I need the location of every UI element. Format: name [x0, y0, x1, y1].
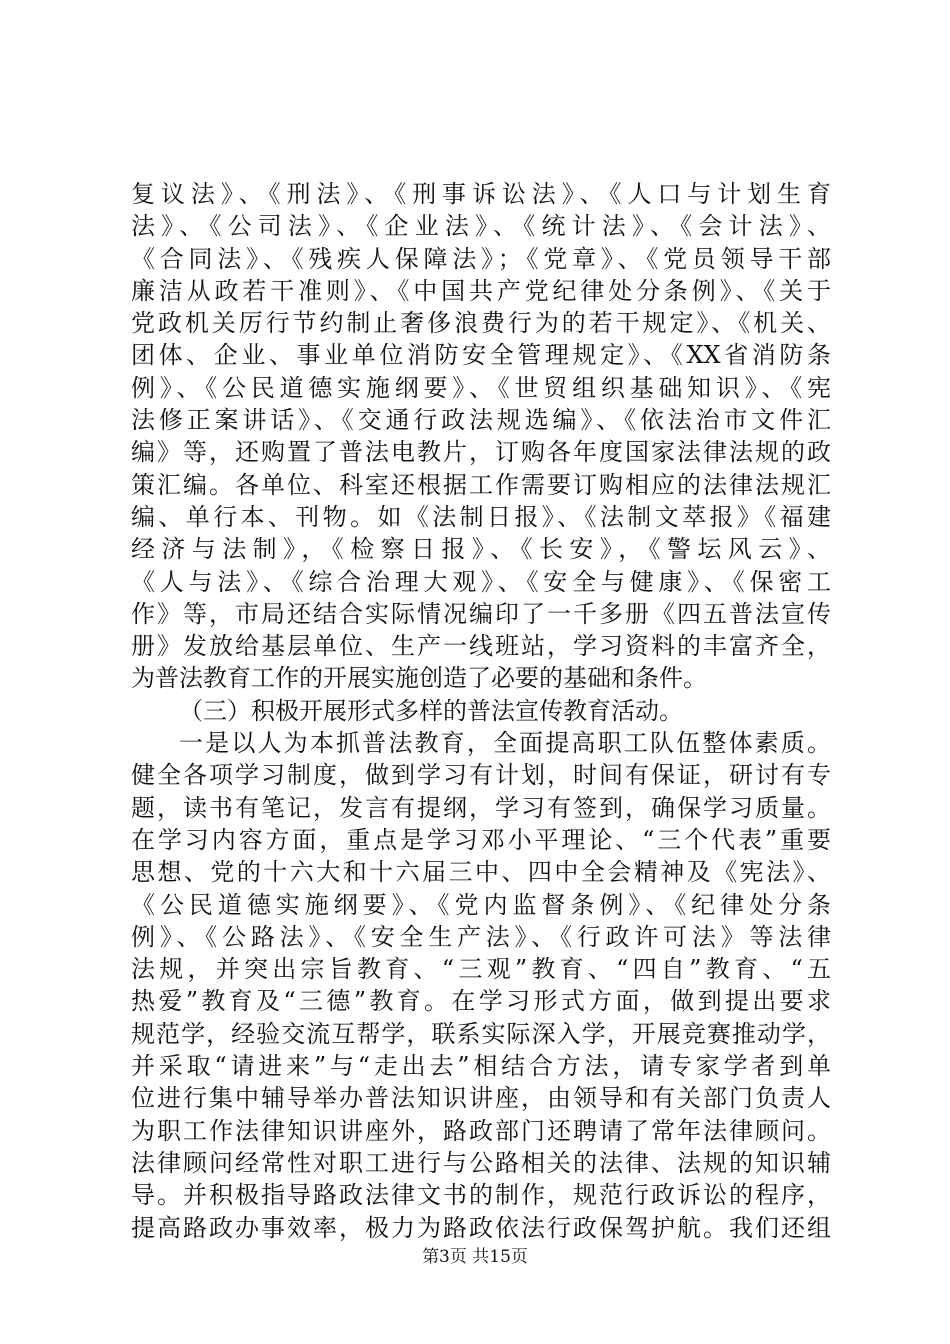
- text-line: 党政机关厉行节约制止奢侈浪费行为的若干规定》、《机关、: [131, 309, 831, 338]
- text-line: 热爱”教育及“三德”教育。在学习形式方面，做到提出要求: [131, 987, 831, 1016]
- body-text: [131, 178, 831, 1244]
- text-line: 廉洁从政若干准则》、《中国共产党纪律处分条例》、《关于: [131, 276, 831, 305]
- text-line: 位进行集中辅导举办普法知识讲座，由领导和有关部门负责人: [131, 1084, 831, 1113]
- text-line: 《公民道德实施纲要》、《党内监督条例》、《纪律处分条: [131, 890, 831, 919]
- text-line: 健全各项学习制度，做到学习有计划，时间有保证，研讨有专: [131, 761, 831, 790]
- text-line: 策汇编。各单位、科室还根据工作需要订购相应的法律法规汇: [131, 470, 831, 499]
- text-line: 例》、《公路法》、《安全生产法》、《行政许可法》等法律: [131, 922, 831, 951]
- text-line: 提高路政办事效率，极力为路政依法行政保驾护航。我们还组: [131, 1213, 831, 1242]
- text-line: 册》发放给基层单位、生产一线班站，学习资料的丰富齐全，: [131, 632, 831, 661]
- page-number: 第3页 共15页: [422, 1247, 528, 1267]
- text-line: 复议法》、《刑法》、《刑事诉讼法》、《人口与计划生育: [131, 180, 831, 208]
- text-line: 导。并积极指导路政法律文书的制作，规范行政诉讼的程序，: [131, 1181, 831, 1210]
- text-line: 编、单行本、刊物。如《法制日报》、《法制文萃报》《福建: [131, 502, 831, 531]
- text-line: 并采取“请进来”与“走出去”相结合方法，请专家学者到单: [131, 1052, 831, 1081]
- text-line: 经济与法制》，《检察日报》、《长安》，《警坛风云》、: [131, 535, 831, 564]
- text-line: 法律顾问经常性对职工进行与公路相关的法律、法规的知识辅: [131, 1148, 831, 1177]
- text-line: 为职工作法律知识讲座外，路政部门还聘请了常年法律顾问。: [131, 1116, 831, 1145]
- text-line: 例》、《公民道德实施纲要》、《世贸组织基础知识》、《宪: [131, 373, 831, 402]
- text-line: 为普法教育工作的开展实施创造了必要的基础和条件。: [131, 664, 707, 693]
- section-heading: （三）积极开展形式多样的普法宣传教育活动。: [179, 696, 683, 725]
- text-line: 法修正案讲话》、《交通行政法规选编》、《依法治市文件汇: [131, 406, 831, 435]
- text-line: 法》、《公司法》、《企业法》、《统计法》、《会计法》、: [131, 212, 831, 241]
- text-line: 《合同法》、《残疾人保障法》；《党章》、《党员领导干部: [131, 244, 831, 273]
- text-line: 编》等，还购置了普法电教片，订购各年度国家法律法规的政: [131, 438, 831, 467]
- text-line: 作》等，市局还结合实际情况编印了一千多册《四五普法宣传: [131, 599, 831, 628]
- text-line: 在学习内容方面，重点是学习邓小平理论、“三个代表”重要: [131, 825, 831, 854]
- text-line: 法规，并突出宗旨教育、“三观”教育、“四自”教育、“五: [131, 955, 831, 984]
- text-line: 思想、党的十六大和十六届三中、四中全会精神及《宪法》、: [131, 858, 831, 887]
- text-line: 团体、企业、事业单位消防安全管理规定》、《XX省消防条: [131, 341, 831, 370]
- text-line: 题，读书有笔记，发言有提纲，学习有签到，确保学习质量。: [131, 793, 831, 822]
- text-line: 一是以人为本抓普法教育，全面提高职工队伍整体素质。: [179, 729, 831, 758]
- text-line: 《人与法》、《综合治理大观》、《安全与健康》、《保密工: [131, 567, 831, 596]
- text-line: 规范学，经验交流互帮学，联系实际深入学，开展竞赛推动学，: [131, 1019, 831, 1048]
